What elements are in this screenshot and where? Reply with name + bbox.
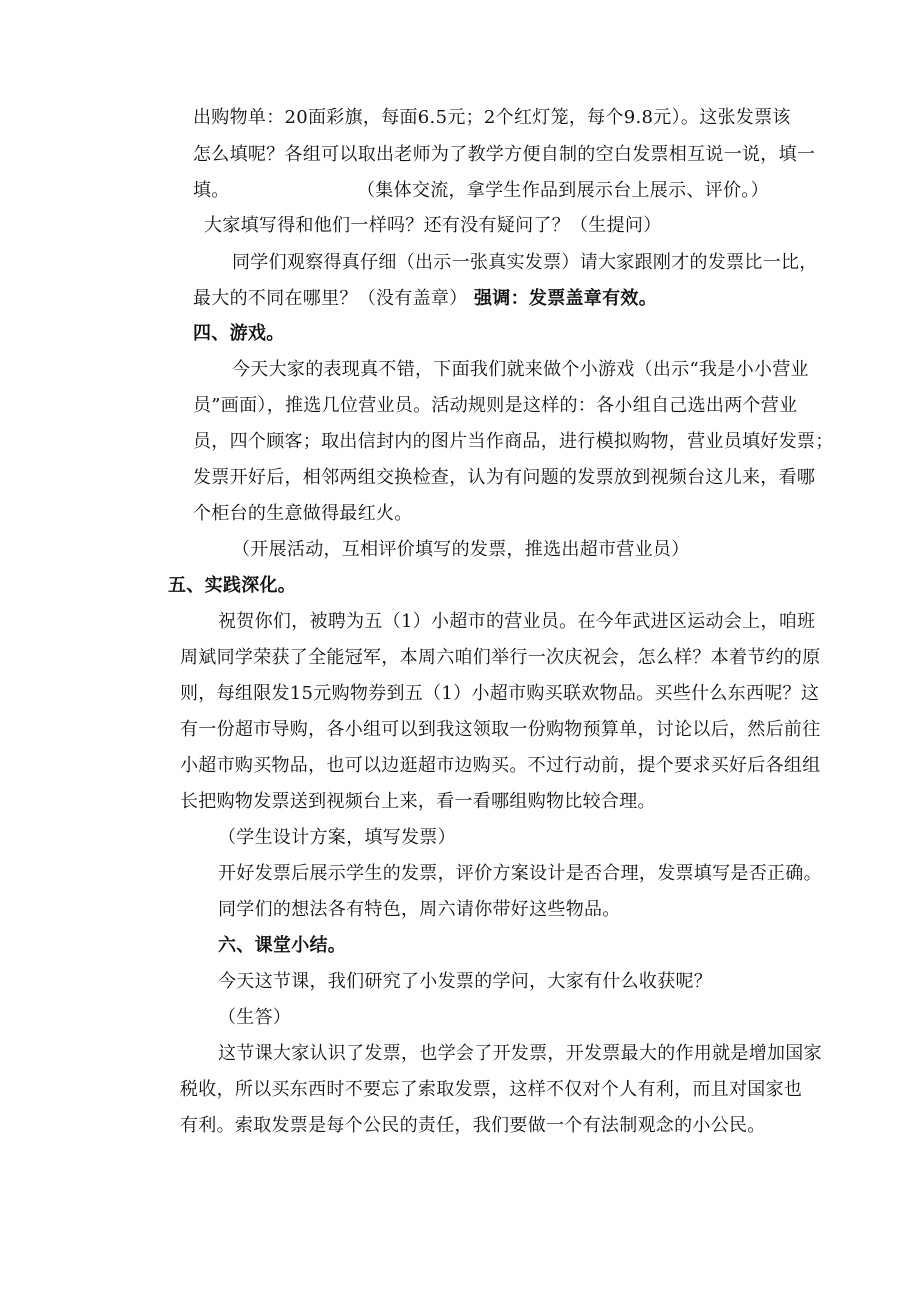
text-line: 怎么填呢？各组可以取出老师为了教学方便自制的空白发票相互说一说，填一 [193, 144, 816, 165]
text-line: （集体交流，拿学生作品到展示台上展示、评价。） [357, 180, 769, 201]
section-heading-5: 五、实践深化。 [168, 575, 297, 596]
text-line: 员，四个顾客；取出信封内的图片当作商品，进行模拟购物，营业员填好发票； [193, 431, 834, 452]
text-line: 长把购物发票送到视频台上来，看一看哪组购物比较合理。 [180, 791, 656, 812]
text-line: 员”画面），推选几位营业员。活动规则是这样的：各小组自己选出两个营业 [193, 395, 798, 416]
text-line: 出购物单：20面彩旗，每面6.5元；2个红灯笼，每个9.8元）。这张发票该 [193, 107, 791, 128]
text-line: 祝贺你们，被聘为五（1）小超市的营业员。在今年武进区运动会上，咱班 [218, 611, 816, 632]
text-line: 同学们的想法各有特色，周六请你带好这些物品。 [218, 899, 621, 920]
text-line: 发票开好后，相邻两组交换检查，认为有问题的发票放到视频台这儿来，看哪 [193, 467, 816, 488]
text-line: 有利。索取发票是每个公民的责任，我们要做一个有法制观念的小公民。 [180, 1115, 766, 1136]
text-line: 有一份超市导购，各小组可以到我这领取一份购物预算单，讨论以后，然后前往 [180, 719, 821, 740]
text-line: 最大的不同在哪里？（没有盖章） [193, 288, 468, 309]
text-line: 个柜台的生意做得最红火。 [193, 503, 413, 524]
section-heading-4: 四、游戏。 [193, 323, 285, 344]
text-line: 周斌同学荣获了全能冠军，本周六咱们举行一次庆祝会，怎么样？本着节约的原 [180, 647, 821, 668]
text-line: 今天这节课，我们研究了小发票的学问，大家有什么收获呢？ [218, 971, 713, 992]
text-line: 则，每组限发15元购物券到五（1）小超市购买联欢物品。买些什么东西呢？这 [180, 683, 820, 704]
section-heading-6: 六、课堂小结。 [218, 935, 347, 956]
emphasis-text: 强调：发票盖章有效。 [474, 288, 657, 309]
text-line: （生答） [218, 1007, 292, 1028]
text-line: 填。 [193, 180, 230, 201]
text-line: 今天大家的表现真不错，下面我们就来做个小游戏（出示“我是小小营业 [232, 359, 809, 380]
text-line: 同学们观察得真仔细（出示一张真实发票）请大家跟刚才的发票比一比， [232, 252, 818, 273]
text-line: 税收，所以买东西时不要忘了索取发票，这样不仅对个人有利，而且对国家也 [180, 1079, 803, 1100]
text-line: （学生设计方案，填写发票） [218, 827, 456, 848]
text-line: 大家填写得和他们一样吗？还有没有疑问了？（生提问） [204, 215, 662, 236]
text-line: 小超市购买物品，也可以边逛超市边购买。不过行动前，提个要求买好后各组组 [180, 755, 821, 776]
text-line: （开展活动，互相评价填写的发票，推选出超市营业员） [232, 539, 690, 560]
text-line: 这节课大家认识了发票，也学会了开发票，开发票最大的作用就是增加国家 [218, 1043, 822, 1064]
text-line: 开好发票后展示学生的发票，评价方案设计是否合理，发票填写是否正确。 [218, 863, 822, 884]
